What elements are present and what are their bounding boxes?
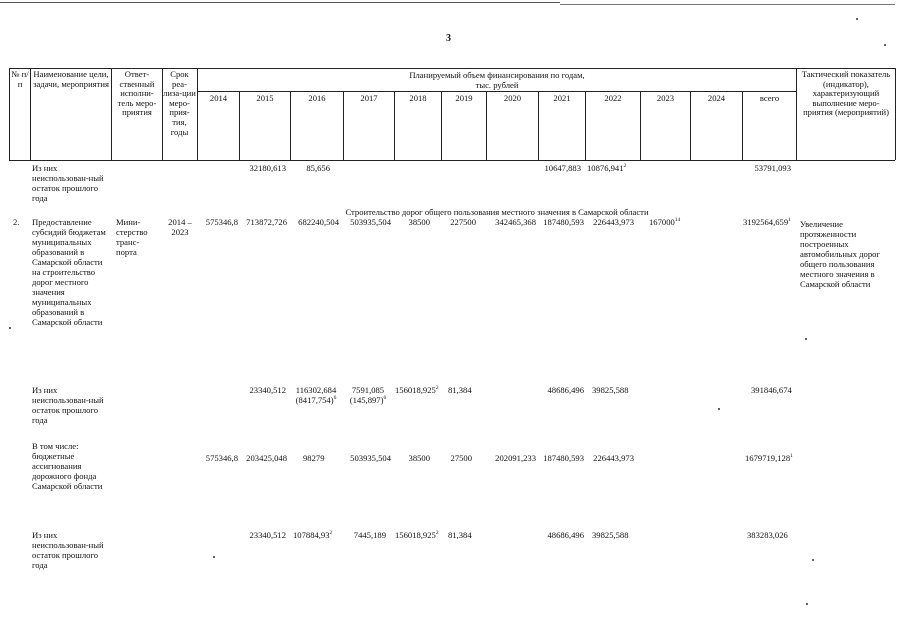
- cell-2017: 503935,504: [350, 453, 391, 463]
- cell-2021: 10647,883: [544, 163, 581, 173]
- col-line: [796, 68, 797, 160]
- header-plan-units: тыс. рублей: [475, 80, 519, 90]
- cell-2015: 203425,048: [246, 453, 287, 463]
- year-header: 2017: [360, 93, 378, 103]
- cell-2016: 682240,504: [298, 217, 339, 227]
- cell-2018: 156018,925$^2$: [395, 530, 439, 540]
- header-term: Срок реа-лиза-ции меро-прия-тия, годы: [163, 69, 196, 137]
- cell-2023: 167000$^{14}$: [649, 217, 681, 227]
- header-responsible: Ответ-ственный исполни-тель меро-приятия: [117, 69, 157, 118]
- cell-total: 53791,093: [754, 163, 791, 173]
- year-header: всего: [759, 93, 780, 103]
- year-header: 2023: [656, 93, 675, 103]
- year-header: 2024: [707, 93, 726, 103]
- page-number: 3: [446, 33, 451, 44]
- cell-2016-value: 116302,684: [295, 385, 337, 395]
- col-line: [197, 68, 198, 160]
- cell-2015: 32180,613: [249, 163, 286, 173]
- cell-2015: 23340,512: [249, 530, 286, 540]
- cell-2021: 187480,593: [543, 217, 584, 227]
- header-name: Наименование цели, задачи, мероприятия: [33, 69, 109, 89]
- cell-2015: 713872,726: [246, 217, 287, 227]
- cell-2019: 81,384: [448, 385, 472, 395]
- cell-2017-note: $(145,897)^6$: [349, 395, 387, 405]
- row-number: 2.: [13, 217, 20, 227]
- year-header: 2021: [553, 93, 571, 103]
- cell-2016: 98279: [303, 453, 325, 463]
- cell-2014: 575346,8: [205, 217, 238, 227]
- year-header: 2019: [455, 93, 473, 103]
- cell-total: 391846,674: [751, 385, 792, 395]
- header-indicator: Тактический показатель (индикатор), характеризующий выполнение меро-приятия (мероприятий): [801, 69, 891, 118]
- cell-2017: 503935,504: [350, 217, 391, 227]
- cell-2016: 85,656: [306, 163, 330, 173]
- section-title: Строительство дорог общего пользования местного значения в Самарской области: [345, 207, 649, 217]
- cell-2014: 575346,8: [205, 453, 238, 463]
- top-border-line: [0, 2, 560, 3]
- cell-2016: [289, 385, 343, 405]
- years-row-border: [197, 91, 796, 92]
- cell-2019: 81,384: [448, 530, 472, 540]
- scan-speck: [9, 327, 11, 329]
- scan-speck: [806, 603, 808, 605]
- col-line: [111, 68, 112, 160]
- cell-total: 3192564,659$^1$: [743, 217, 791, 227]
- row-responsible: Мини-стерство транс-порта: [116, 217, 148, 257]
- scan-speck: [856, 18, 858, 20]
- header-bottom-border: [9, 160, 895, 161]
- cell-2020: 342465,368: [495, 217, 536, 227]
- row-name: Из них неиспользован-ный остаток прошлого года: [32, 530, 104, 570]
- cell-2017: 7445,189: [353, 530, 386, 540]
- year-header: 2022: [604, 93, 622, 103]
- scan-speck: [884, 44, 886, 46]
- row-term: 2014 – 2023: [168, 217, 192, 237]
- col-line: [30, 68, 31, 160]
- cell-2018: 38500: [408, 453, 430, 463]
- cell-total: 1679719,128$^1$: [745, 453, 793, 463]
- cell-2020: 202091,233: [495, 453, 536, 463]
- col-line: [895, 68, 896, 160]
- cell-2021: 187480,593: [543, 453, 584, 463]
- cell-2019: 227500: [450, 217, 476, 227]
- row-name: Предоставление субсидий бюджетам муниципальных образований в Самарской области на строительство дорог местного значения муниципальных образований в Самарской области: [32, 217, 106, 327]
- year-header: 2020: [503, 93, 522, 103]
- cell-2021: 48686,496: [547, 530, 584, 540]
- cell-2016-note: $(8417,754)^6$: [295, 395, 337, 405]
- cell-2022: 39825,588: [592, 530, 629, 540]
- year-header: 2018: [409, 93, 427, 103]
- year-header: 2014: [209, 93, 228, 103]
- cell-2022: 226443,973: [593, 217, 634, 227]
- cell-2019: 27500: [450, 453, 472, 463]
- cell-2016: 107884,93$^2$: [293, 530, 333, 540]
- row-name: Из них неиспользован-ный остаток прошлого года: [32, 163, 104, 203]
- cell-2017-value: 7591,085: [351, 385, 385, 395]
- cell-2015: 23340,512: [249, 385, 286, 395]
- cell-2018: 156018,925$^2$: [395, 385, 439, 395]
- cell-2021: 48686,496: [547, 385, 584, 395]
- cell-2022: 39825,588: [592, 385, 629, 395]
- year-header: 2016: [308, 93, 326, 103]
- header-plan-title: Планируемый объем финансирования по годам,: [409, 70, 585, 80]
- scan-speck: [805, 338, 807, 340]
- row-name: В том числе: бюджетные ассигнования дорожного фонда Самарской области: [32, 441, 103, 491]
- cell-total: 383283,026: [747, 530, 788, 540]
- scan-speck: [718, 408, 720, 410]
- scan-speck: [812, 559, 814, 561]
- cell-2022: 10876,941$^2$: [587, 163, 627, 173]
- cell-2018: 38500: [408, 217, 430, 227]
- cell-2022: 226443,973: [593, 453, 634, 463]
- row-name: Из них неиспользован-ный остаток прошлого года: [32, 385, 104, 425]
- top-border-line-right: [560, 4, 895, 5]
- scan-speck: [213, 556, 215, 558]
- header-num: № п/п: [11, 69, 29, 89]
- year-header: 2015: [256, 93, 274, 103]
- cell-2017: [343, 385, 393, 405]
- row-indicator: Увеличение протяженности построенных автомобильных дорог общего пользования местного значения в Самарской области: [800, 219, 880, 289]
